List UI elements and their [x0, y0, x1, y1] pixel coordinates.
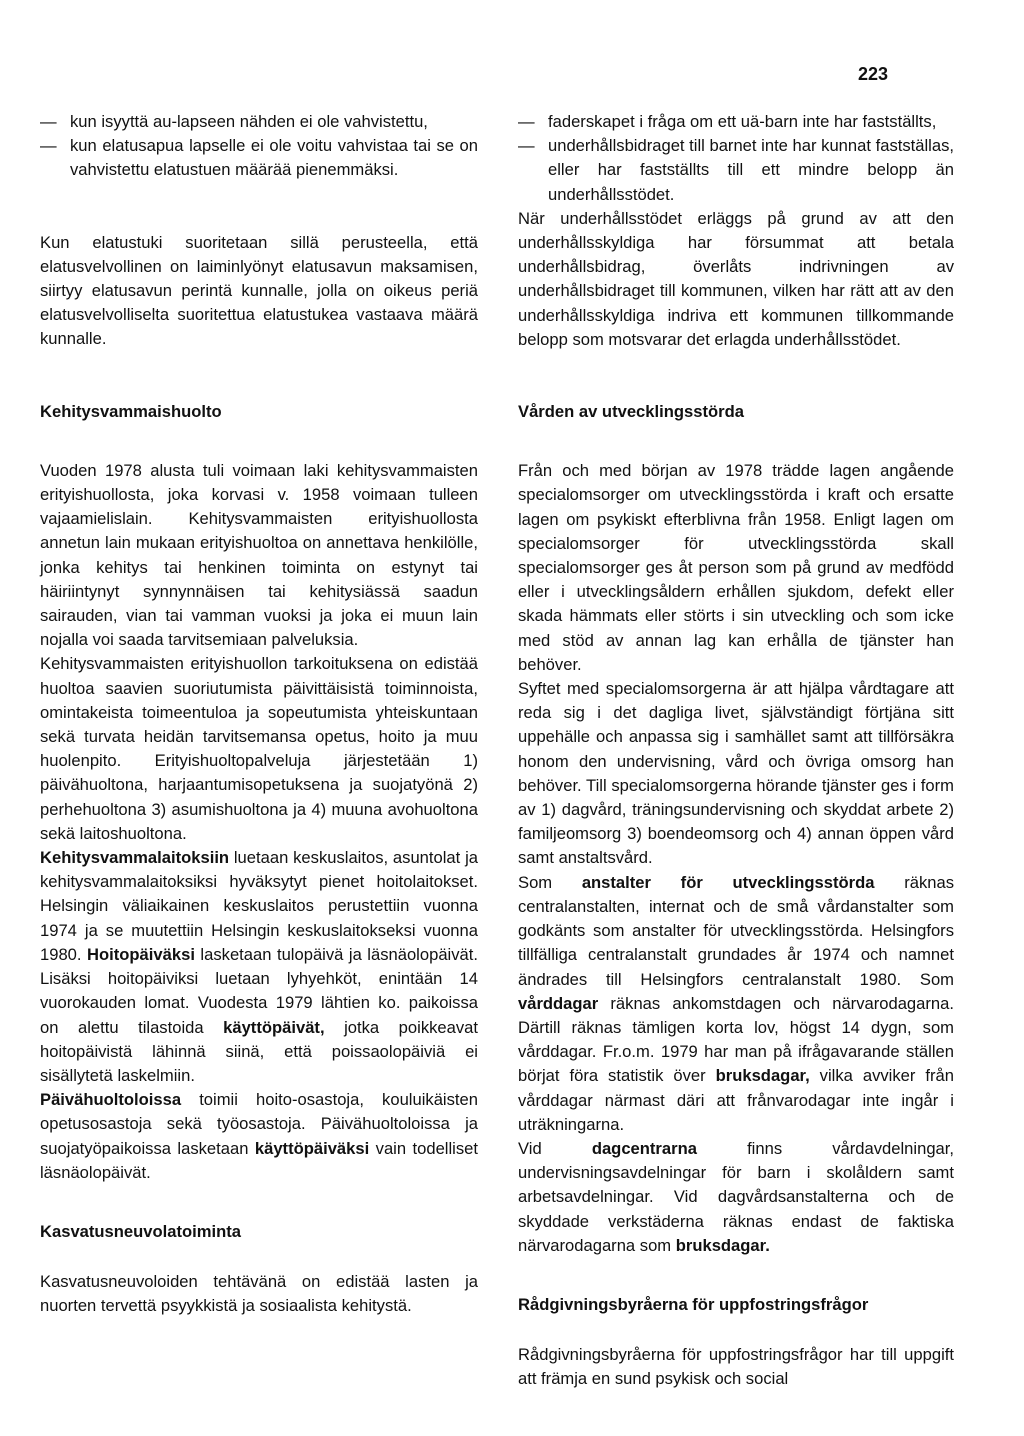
paragraph — [518, 871, 954, 1137]
paragraph-text: lasketaan tulopäivä ja läsnäolopäivät. Lisäksi hoitopäiviksi luetaan lyhyehköt, enintään 14 vuorokauden lomat. Vuodesta 1979 lähtien ko. paikoissa on alettu tilastoida — [40, 944, 478, 1037]
paragraph-text: Vid — [518, 1138, 592, 1158]
paragraph-text: räknas ankomstdagen och närvarodagarna. Därtill räknas tämligen korta lov, högst 14 dygn, som vårddagar. Fr.o.m. 1979 har man på ifrågavarande ställen börjat föra statistik över — [518, 993, 954, 1086]
paragraph-text: finns vårdavdelningar, undervisningsavdelningar för barn i skolåldern samt arbetsavdelningar. Vid dagvårdsanstalterna och de skyddade verkstäderna räknas endast de faktiska närvarodagarna som — [518, 1138, 955, 1255]
bold-term: Kehitysvammalaitoksiin — [40, 848, 230, 868]
list-item: — kun isyyttä au-lapseen nähden ei ole vahvistettu, — [40, 110, 478, 134]
paragraph — [40, 846, 478, 1088]
section-heading: Kehitysvammaishuolto — [40, 401, 222, 421]
section-heading: Vården av utvecklingsstörda — [518, 402, 744, 422]
paragraph-text: vilka avviker från vårddagar närmast däri att frånvarodagar inte ingår i uträkningarna. — [518, 1066, 954, 1134]
paragraph: Från och med början av 1978 trädde lagen angående specialomsorger om utvecklingsstörda i kraft och ersatte lagen om psykiskt efterblivna från 1958. Enligt lagen om specialomsorger för utvecklingsstörda skall specialomsorger ges åt person som på grund av medfödd eller i utvecklingsåldern erhållen sjukdom, defekt eller skada hämmats eller störts i sin utveckling och som icke med stöd av annan lag kan erhålla de tjänster han behöver. — [518, 461, 954, 674]
list-item: — faderskapet i fråga om ett uä-barn inte har fastställts, — [518, 110, 954, 134]
paragraph-text: vain todelliset läsnäolopäivät. — [40, 1138, 478, 1182]
intro-paragraph: Kun elatustuki suoritetaan sillä perusteella, että elatusvelvollinen on laiminlyönyt elatusavun maksamisen, siirtyy elatusavun perintä kunnalle, jolla on oikeus periä elatusvelvolliselta suoritettua elatustukea vastaava määrä kunnalle. — [40, 232, 478, 349]
intro-paragraph: När underhållsstödet erläggs på grund av att den underhållsskyldiga har försummat att betala underhållsbidrag, överlåts indrivningen av underhållsbidraget till kommunen, vilken har rätt att av den underhållsskyldiga indriva ett kommunen tillkommande belopp som motsvarar det erlagda underhållsstödet. — [518, 208, 954, 349]
paragraph: Syftet med specialomsorgerna är att hjälpa vårdtagare att reda sig i det dagliga livet, självständigt förtjäna sitt uppehälle och anpassa sig i samhället samt att tillförsäkra honom den undervisning, vård och övriga omsorg han behöver. Till specialomsorgerna hörande tjänster ges i form av 1) dagvård, träningsundervisning och skyddat arbete 2) familjeomsorg 3) boendeomsorg och 4) annan öppen vård samt anstaltsvård. — [518, 679, 954, 868]
bold-term: bruksdagar. — [675, 1235, 770, 1255]
paragraph: Rådgivningsbyråerna för uppfostringsfrågor har till uppgift att främja en sund psykisk och social — [518, 1345, 954, 1389]
paragraph: Vuoden 1978 alusta tuli voimaan laki kehitysvammaisten erityishuollosta, joka korvasi v. 1958 voimaan tulleen vajaamielislain. Kehitysvammaisten erityishuollosta annetun lain mukaan erityishuoltoa on annettava henkilölle, jonka kehitys tai henkinen toiminta on estynyt tai häiriintynyt synnynnäisen tai kehitysiässä saadun sairauden, vian tai vamman vuoksi ja joka ei muun lain nojalla voi saada tarvitsemiaan palveluksia. — [40, 460, 478, 650]
bold-term: bruksdagar, — [715, 1066, 810, 1086]
page-number: 223 — [858, 64, 889, 84]
paragraph-text: Som — [518, 872, 582, 892]
bold-term: dagcentrarna — [591, 1138, 697, 1158]
bold-term: Päivähuoltoloissa — [40, 1090, 182, 1110]
paragraph: Kehitysvammaisten erityishuollon tarkoituksena on edistää huoltoa saavien suoriutumista päivittäisistä toiminnoista, omintakeista toimeentuloa ja sopeutumista yhteiskuntaan sekä turvata heidän tarvitsemansa opetus, hoito ja muu huolenpito. Erityishuoltopalveluja järjestetään 1) päivähuoltona, harjaantumisopetuksena ja suojatyönä 2) perhehuoltona 3) asumishuoltona ja 4) muuna avohuoltona sekä laitoshuoltona. — [40, 654, 478, 843]
section-heading: Rådgivningsbyråerna för uppfostringsfrågor — [518, 1294, 869, 1314]
bold-term: anstalter för utvecklingsstörda — [581, 872, 875, 892]
bold-term: Hoitopäiväksi — [87, 944, 195, 964]
section-heading: Kasvatusneuvolatoiminta — [40, 1221, 242, 1241]
bold-term: käyttöpäiväksi — [254, 1138, 370, 1158]
list-item: — underhållsbidraget till barnet inte har kunnat fastställas, eller har fastställts till ett mindre belopp än underhållsstödet. — [518, 134, 954, 207]
paragraph-text: luetaan keskuslaitos, asuntolat ja kehitysvammalaitoksiksi hyväksytyt pienet hoitolaitokset. Helsingin väliaikainen keskuslaitos perustettiin vuonna 1974 ja se muutettiin Helsingin keskuslaitokseksi vuonna 1980. — [40, 848, 478, 964]
finnish-column — [40, 110, 478, 1319]
paragraph — [518, 1137, 954, 1258]
paragraph-text: jotka poikkeavat hoitopäivistä lähinnä siinä, että poissaolopäiviä ei sisällytetä laskelmiin. — [40, 1017, 479, 1085]
bold-term: käyttöpäivät, — [223, 1017, 325, 1037]
paragraph: Kasvatusneuvoloiden tehtävänä on edistää lasten ja nuorten tervettä psyykkistä ja sosiaalista kehitystä. — [40, 1272, 478, 1316]
bold-term: vårddagar — [518, 993, 599, 1013]
paragraph — [40, 1088, 478, 1185]
paragraph-text: räknas centralanstalten, internat och de små vårdanstalter som godkänts som anstalter för utvecklingsstörda. Helsingfors tillfälliga centralanstalt grundades år 1974 och namnet ändrades till Helsingfors centralanstalt 1980. Som — [518, 872, 954, 989]
list-item: — kun elatusapua lapselle ei ole voitu vahvistaa tai se on vahvistettu elatustuen määrää pienemmäksi. — [40, 134, 478, 182]
paragraph-text: toimii hoito-osastoja, kouluikäisten opetusosastoja sekä työosastoja. Päivähuoltoloissa ja suojatyöpaikoissa lasketaan — [40, 1090, 478, 1158]
swedish-column — [518, 110, 954, 1392]
